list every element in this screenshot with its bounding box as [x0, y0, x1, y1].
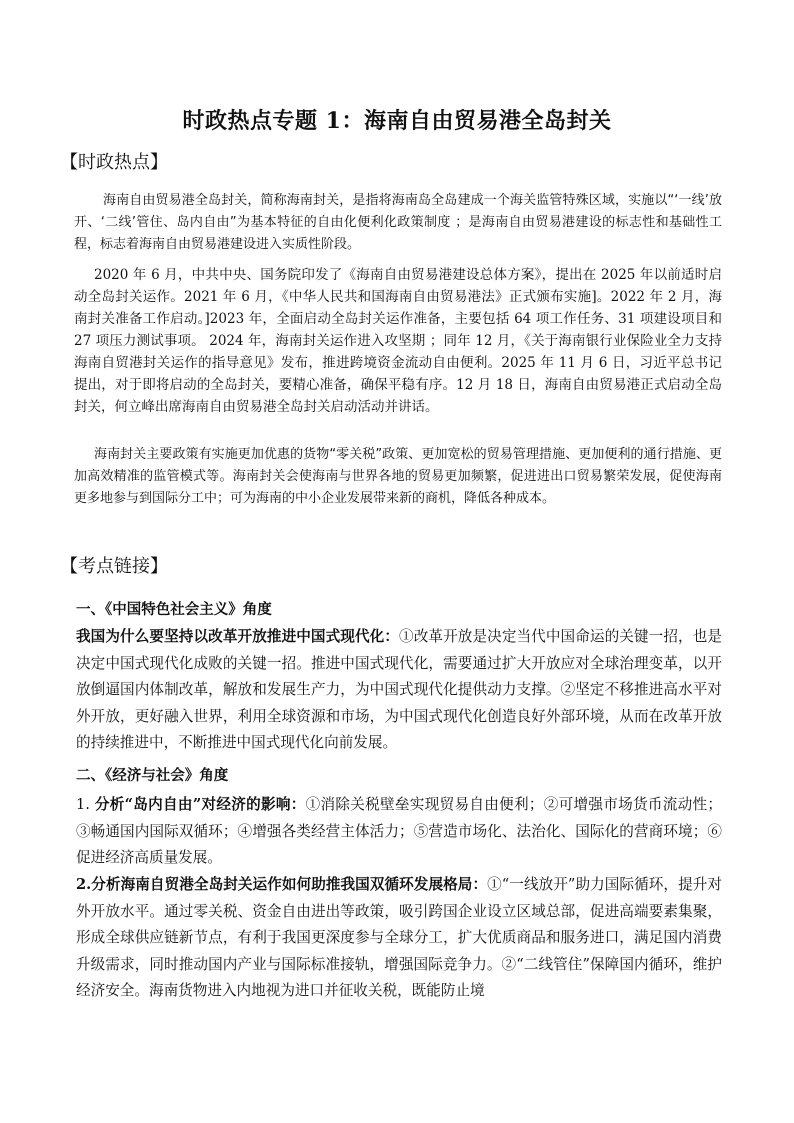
paragraph-dual-circulation: [76, 872, 722, 1005]
question-lead-island-freedom: 分析“岛内自由”对经济的影响：: [94, 796, 306, 813]
paragraph-intro: 海南自由贸易港全岛封关，简称海南封关，是指将海南岛全岛建成一个海关监管特殊区域，实施以“‘一线’放开、‘二线’管住、岛内自由”为基本特征的自由化便利化政策制度 ；是海南自由贸易港建设的标志性和基础性工程，标志着海南自由贸易港建设进入实质性阶段。: [74, 193, 722, 252]
paragraph-policies: 海南封关主要政策有实施更加优惠的货物“零关税”政策、更加宽松的贸易管理措施、更加便利的通行措施、更加高效精准的监管模式等。海南封关会使海南与世界各地的贸易更加频繁，促进进出口贸易繁荣发展，促使海南更多地参与到国际分工中；可为海南的中小企业发展带来新的商机，降低各种成本。: [74, 447, 722, 506]
question-lead-reform: 我国为什么要坚持以改革开放推进中国式现代化：: [76, 628, 400, 645]
section-heading-exam-links: 【考点链接】: [60, 556, 168, 577]
paragraph-reform-opening: [76, 624, 722, 757]
question-lead-dual-circulation: 2.分析海南自贸港全岛封关运作如何助推我国双循环发展格局：: [76, 876, 488, 893]
answer-reform: ①改革开放是决定当代中国命运的关键一招，也是决定中国式现代化成败的关键一招。推进中国式现代化，需要通过扩大开放应对全球治理变革，以开放倒逼国内体制改革，解放和发展生产力，为中国式现代化提供动力支撑。②坚定不移推进高水平对外开放，更好融入世界，利用全球资源和市场，为中国式现代化创造良好外部环境，从而在改革开放的持续推进中，不断推进中国式现代化向前发展。: [76, 628, 722, 751]
paragraph-timeline: 2020 年 6 月，中共中央、国务院印发了《海南自由贸易港建设总体方案》，提出在 2025 年以前适时启动全岛封关运作。2021 年 6 月，《中华人民共和国海南自由贸易港法》正式颁布实施]。2022 年 2 月，海南封关准备工作启动。]2023 年，全面启动全岛封关运作准备，主要包括 64 项工作任务、31 项建设项目和 27 项压力测试事项。 2024 年，海南封关运作进入攻坚期 ；同年 12 月，《关于海南银行业保险业全力支持海南自贸港封关运作的指导意见》发布，推进跨境资金流动自由便利。2025 年 11 月 6 日，习近平总书记提出，对于即将启动的全岛封关，要精心准备，确保平稳有序。12 月 18 日，海南自由贸易港正式启动全岛封关，何立峰出席海南自由贸易港全岛封关启动活动并讲话。: [74, 267, 722, 415]
subheading-socialism-perspective: 一、《中国特色社会主义》角度: [76, 601, 272, 618]
paragraph-island-freedom: [76, 792, 722, 872]
page-title: 时政热点专题 1：海南自由贸易港全岛封关: [182, 108, 612, 134]
section-heading-current-affairs: 【时政热点】: [60, 152, 168, 173]
answer-island-freedom: ①消除关税壁垒实现贸易自由便利；②可增强市场货币流动性；③畅通国内国际双循环；④增强各类经营主体活力；⑤营造市场化、法治化、国际化的营商环境；⑥促进经济高质量发展。: [76, 796, 722, 866]
question-number-1: 1.: [76, 796, 95, 813]
answer-dual-circulation: ①“一线放开”助力国际循环，提升对外开放水平。通过零关税、资金自由进出等政策，吸引跨国企业设立区域总部，促进高端要素集聚，形成全球供应链新节点，有利于我国更深度参与全球分工，扩大优质商品和服务进口，满足国内消费升级需求，同时推动国内产业与国际标准接轨，增强国际竞争力。②“二线管住”保障国内循环，维护经济安全。海南货物进入内地视为进口并征收关税，既能防止境: [76, 876, 722, 999]
subheading-economy-perspective: 二、《经济与社会》角度: [76, 767, 229, 784]
